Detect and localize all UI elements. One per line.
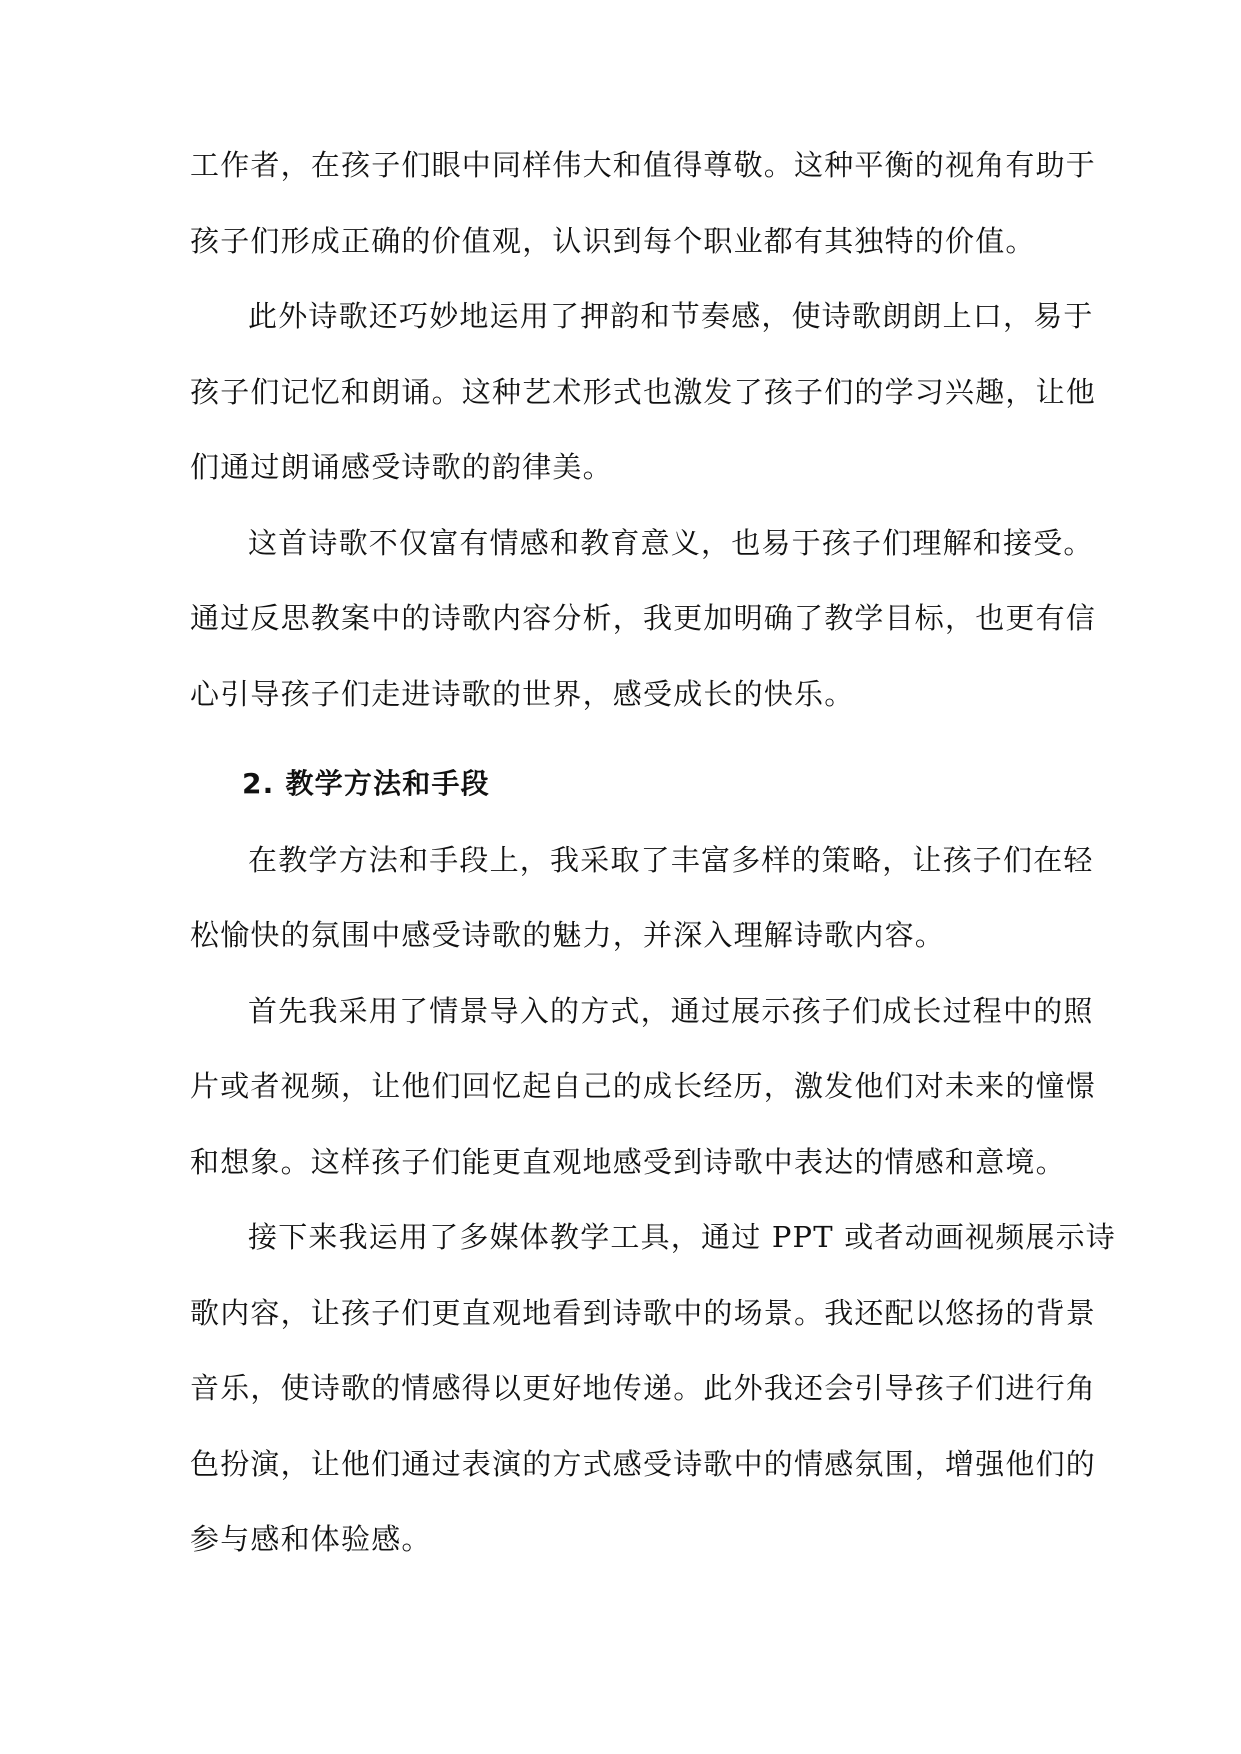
text-line: 松愉快的氛围中感受诗歌的魅力，并深入理解诗歌内容。: [190, 918, 946, 952]
section-heading: 2. 教学方法和手段: [242, 767, 490, 800]
paragraph-start: 在教学方法和手段上，我采取了丰富多样的策略，让孩子们在轻: [248, 842, 1094, 877]
text-line: 和想象。这样孩子们能更直观地感受到诗歌中表达的情感和意境。: [190, 1144, 1066, 1179]
paragraph-start: 接下来我运用了多媒体教学工具，通过 PPT 或者动画视频展示诗: [248, 1220, 1117, 1254]
text-line: 工作者，在孩子们眼中同样伟大和值得尊敬。这种平衡的视角有助于: [190, 148, 1097, 182]
text-line: 孩子们形成正确的价值观，认识到每个职业都有其独特的价值。: [190, 223, 1036, 258]
paragraph-start: 首先我采用了情景导入的方式，通过展示孩子们成长过程中的照: [248, 993, 1094, 1028]
text-line: 参与感和体验感。: [190, 1522, 432, 1556]
text-line: 片或者视频，让他们回忆起自己的成长经历，激发他们对未来的憧憬: [190, 1069, 1097, 1103]
text-line: 歌内容，让孩子们更直观地看到诗歌中的场景。我还配以悠扬的背景: [190, 1295, 1097, 1330]
text-line: 通过反思教案中的诗歌内容分析，我更加明确了教学目标，也更有信: [190, 601, 1097, 635]
section-gap: [190, 749, 1050, 764]
paragraph-start: 此外诗歌还巧妙地运用了押韵和节奏感，使诗歌朗朗上口，易于: [248, 299, 1094, 333]
text-line: 音乐，使诗歌的情感得以更好地传递。此外我还会引导孩子们进行角: [190, 1371, 1097, 1405]
text-line: 们通过朗诵感受诗歌的韵律美。: [190, 450, 613, 484]
text-line: 色扮演，让他们通过表演的方式感受诗歌中的情感氛围，增强他们的: [190, 1446, 1097, 1481]
document-body: [190, 145, 1117, 1595]
text-line: 孩子们记忆和朗诵。这种艺术形式也激发了孩子们的学习兴趣，让他: [190, 374, 1097, 409]
paragraph-start: 这首诗歌不仅富有情感和教育意义，也易于孩子们理解和接受。: [248, 525, 1094, 560]
text-line: 心引导孩子们走进诗歌的世界，感受成长的快乐。: [190, 676, 855, 711]
